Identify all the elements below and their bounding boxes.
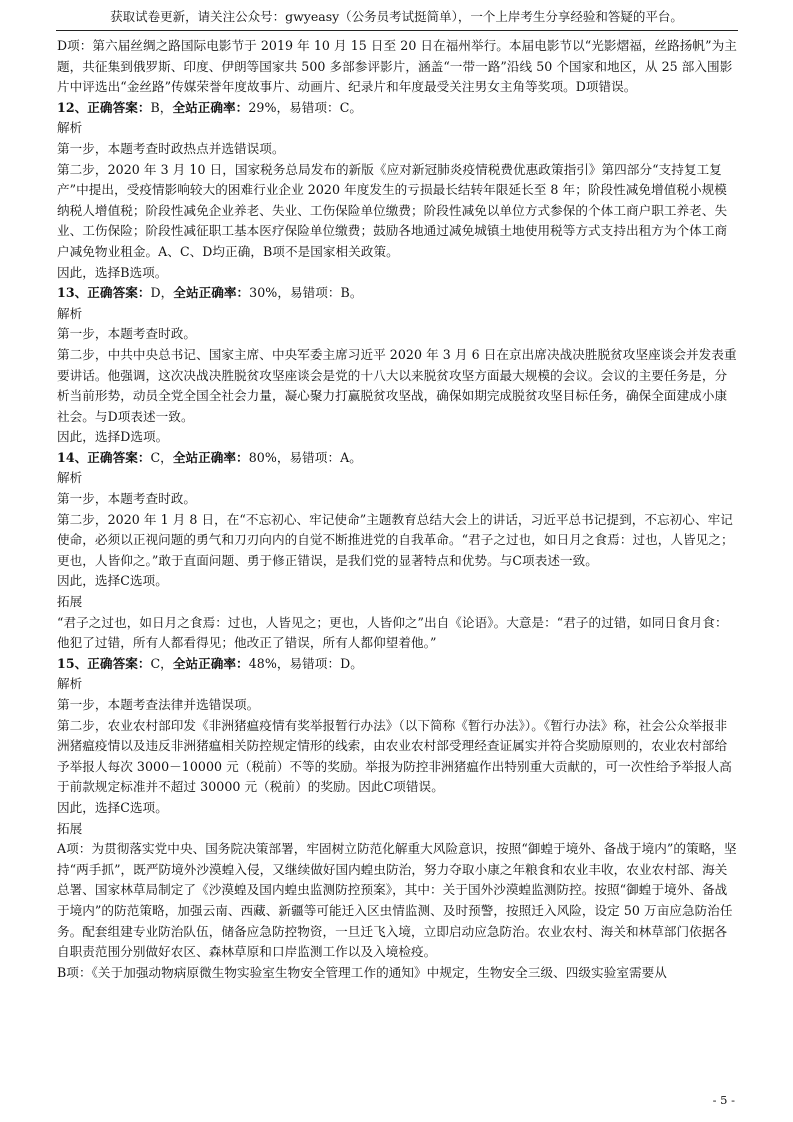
page-number: - 5 - [712,1093,735,1107]
q13-answer: D， [150,285,174,301]
q13-conclusion: 因此，选择D选项。 [57,429,169,445]
q14-rate-label: 全站正确率： [172,449,249,465]
q12-answer-label: 正确答案： [87,99,151,115]
q15-answer-line [57,654,738,675]
q15-answer: C， [150,655,173,671]
q14-number: 14、 [57,449,88,465]
q13-rate-label: 全站正确率： [173,285,250,301]
q13-answer-label: 正确答案： [87,285,151,301]
page-header-banner: 获取试卷更新，请关注公众号：gwyeasy（公务员考试挺简单），一个上岸考生分享经验和答疑的平台。 [110,9,683,24]
q15-step2: 第二步，农业农村部印发《非洲猪瘟疫情有奖举报暂行办法》（以下简称《暂行办法》）。《暂行办法》称，社会公众举报非洲猪瘟疫情以及违反非洲猪瘟相关防控规定情形的线索，由农业农村部受理经查证属实并符合奖励原则的，农业农村部给予举报人每次 3000－10000 元（税前）不等的奖励。举报为防控非洲猪瘟作出特别重大贡献的，可一次性给予举报人高于前款规定标准并不超过 30000 元（税前）的奖励。因此C项错误。 [57,717,732,795]
q15-extension-a: A项：为贯彻落实党中央、国务院决策部署，牢固树立防范化解重大风险意识，按照“御蝗于境外、备战于境内”的策略，坚持“两手抓”，既严防境外沙漠蝗入侵，又继续做好国内蝗虫防治，努力夺取小康之年粮食和农业丰收，农业农村部、海关总署、国家林草局制定了《沙漠蝗及国内蝗虫监测防控预案》，其中：关于国外沙漠蝗监测防控。按照“御蝗于境外、备战于境内”的防范策略，加强云南、西藏、新疆等可能迁入区虫情监测、及时预警，按照迁入风险，设定 50 万亩应急防治任务。配套组建专业防治队伍，储备应急防控物资，一旦迁飞入境，立即启动应急防治。农业农村、海关和林草部门依据各自职责范围分别做好农区、森林草原和口岸监测工作以及入境检疫。 [57,841,737,960]
q12-wrong-option: ，易错项：C。 [276,99,363,115]
q13-analysis-heading: 解析 [57,305,83,321]
q14-answer: C， [150,449,173,465]
q14-step2: 第二步，2020 年 1 月 8 日，在“不忘初心、牢记使命”主题教育总结大会上的讲话，习近平总书记提到，不忘初心、牢记使命，必须以正视问题的勇气和刀刃向内的自觉不断推进党的自我革命。“君子之过也，如日月之食焉：过也，人皆见之；更也，人皆仰之。”敢于直面问题、勇于修正错误，是我们党的显著特点和优势。与C项表述一致。 [57,511,734,568]
q13-answer-line [57,283,738,304]
q12-step2: 第二步，2020 年 3 月 10 日，国家税务总局发布的新版《应对新冠肺炎疫情税费优惠政策指引》第四部分“支持复工复产”中提出，受疫情影响较大的困难行业企业 2020 年度发生的亏损最长结转年限延长至 8 年；阶段性减免增值税小规模纳税人增值税；阶段性减免企业养老、失业、工伤保险单位缴费；阶段性减免以单位方式参保的个体工商户职工养老、失业、工伤保险；阶段性减征职工基本医疗保险单位缴费；鼓励各地通过减免城镇土地使用税等方式支持出租方为个体工商户减免物业租金。A、C、D均正确，B项不是国家相关政策。 [57,161,728,259]
q12-step1: 第一步，本题考查时政热点并选错误项。 [57,140,285,156]
q13-number: 13、 [57,285,88,301]
q15-analysis-heading: 解析 [57,676,83,692]
document-body [57,36,738,983]
q13-rate: 30% [249,285,278,301]
q15-step1: 第一步，本题考查法律并选错误项。 [57,697,260,712]
q12-analysis-heading: 解析 [57,120,83,136]
q15-wrong-option: ，易错项：D。 [276,655,363,671]
q12-number: 12、 [57,99,88,115]
q14-extension-heading: 拓展 [57,594,83,610]
q14-wrong-option: ，易错项：A。 [276,449,362,465]
q15-rate-label: 全站正确率： [172,655,249,671]
q15-answer-label: 正确答案： [87,655,151,671]
q13-wrong-option: ，易错项：B。 [277,285,363,301]
q14-analysis-heading: 解析 [57,470,83,486]
q15-extension-heading: 拓展 [57,820,83,836]
q13-step1: 第一步，本题考查时政。 [57,326,197,342]
q12-conclusion: 因此，选择B选项。 [57,264,168,280]
q12-rate-label: 全站正确率： [172,99,249,115]
q12-rate: 29% [248,99,277,115]
q14-conclusion: 因此，选择C选项。 [57,573,168,589]
q15-extension-b: B项：《关于加强动物病原微生物实验室生物安全管理工作的通知》中规定，生物安全三级、四级实验室需要从 [57,964,667,980]
q14-extension-text: “君子之过也，如日月之食焉：过也，人皆见之；更也，人皆仰之”出自《论语》。大意是：“君子的过错，如同日食月食：他犯了过错，所有人都看得见；他改正了错误，所有人都仰望着他。” [57,614,728,651]
q15-rate: 48% [248,655,277,671]
q14-rate: 80% [248,449,277,465]
q14-answer-label: 正确答案： [87,449,151,465]
header-divider [56,30,738,31]
q14-step1: 第一步，本题考查时政。 [57,491,197,507]
q12-answer-line [57,98,738,119]
q12-answer: B， [150,99,173,115]
q11-option-d-text: D项：第六届丝绸之路国际电影节于 2019 年 10 月 15 日至 20 日在福州举行。本届电影节以“光影熠福，丝路扬帆”为主题，共征集到俄罗斯、印度、伊朗等国家共 500 多部参评影片，涵盖“一带一路”沿线 50 个国家和地区，从 25 部入围影片中评选出“金丝路”传媒荣誉年度故事片、动画片、纪录片和年度最受关注男女主角等奖项。D项错误。 [57,38,737,95]
q15-number: 15、 [57,655,88,671]
q13-step2: 第二步，中共中央总书记、国家主席、中央军委主席习近平 2020 年 3 月 6 日在京出席决战决胜脱贫攻坚座谈会并发表重要讲话。他强调，这次决战决胜脱贫攻坚座谈会是党的十八大以来脱贫攻坚方面最大规模的会议。会议的主要任务是，分析当前形势，动员全党全国全社会力量，凝心聚力打赢脱贫攻坚战，确保如期完成脱贫攻坚目标任务，确保全面建成小康社会。与D项表述一致。 [57,346,737,424]
q15-conclusion: 因此，选择C选项。 [57,799,168,815]
q14-answer-line [57,448,738,469]
